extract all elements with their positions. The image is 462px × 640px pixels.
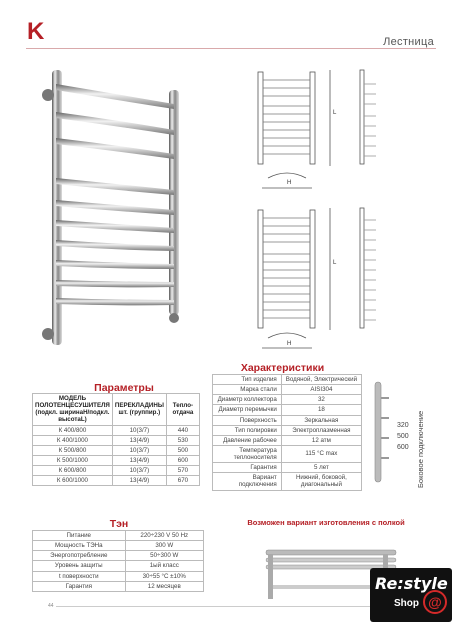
spec-row-cell: Электроплазменная	[281, 425, 361, 435]
spec-row-cell: Зеркальная	[281, 415, 361, 425]
params-row-cell: К 600/800	[33, 466, 113, 476]
params-row-cell: К 500/800	[33, 445, 113, 455]
params-row-cell: К 400/800	[33, 425, 113, 435]
spec-row-cell: Поверхность	[213, 415, 282, 425]
spec-row-cell: 18	[281, 405, 361, 415]
spec-row-cell: 12 атм	[281, 435, 361, 445]
params-row-cell: 500	[166, 445, 199, 455]
side-dims	[397, 420, 409, 453]
spec-row	[213, 425, 362, 435]
dimension-h-top: H	[287, 180, 292, 186]
params-header-model: МОДЕЛЬ ПОЛОТЕНЦЕСУШИТЕЛЯ (подкл. ширинаН/подкл. высотаL)	[33, 394, 113, 426]
params-row-cell: 570	[166, 466, 199, 476]
params-header-heat: Тепло-отдача	[166, 394, 199, 426]
side-dim-2: 500	[397, 433, 409, 440]
header-divider	[26, 48, 436, 49]
ten-row-cell: Энергопотребление	[33, 551, 126, 561]
spec-row	[213, 375, 362, 385]
specs-title: Характеристики	[240, 362, 325, 374]
dimension-l-bottom: L	[333, 260, 337, 266]
params-row-cell: К 500/1000	[33, 455, 113, 465]
params-row	[33, 435, 200, 445]
ten-row	[33, 581, 204, 591]
ten-row-cell: 50÷300 W	[125, 551, 203, 561]
spec-row-cell: Тип полировки	[213, 425, 282, 435]
ten-row-cell: Мощность ТЭНа	[33, 541, 126, 551]
ten-row	[33, 541, 204, 551]
specs-table	[212, 374, 362, 491]
params-row-cell: 670	[166, 476, 199, 486]
ten-row	[33, 571, 204, 581]
dimension-l-top: L	[333, 110, 337, 116]
params-row-cell: 10(3/7)	[112, 425, 166, 435]
params-row-cell: К 600/1000	[33, 476, 113, 486]
brand-logo	[370, 568, 452, 622]
ten-row-cell: 300 W	[125, 541, 203, 551]
params-row-cell: 13(4/9)	[112, 435, 166, 445]
spec-row	[213, 473, 362, 490]
side-dim-3: 600	[397, 444, 409, 451]
ten-title: Тэн	[109, 518, 129, 530]
footer-divider	[56, 606, 376, 607]
spec-row	[213, 445, 362, 462]
params-table	[32, 393, 200, 486]
spec-row	[213, 385, 362, 395]
params-row	[33, 425, 200, 435]
ten-table	[32, 530, 204, 592]
params-row	[33, 466, 200, 476]
spec-row-cell: Нижний, боковой, диагональный	[281, 473, 361, 490]
ten-row	[33, 531, 204, 541]
spec-row-cell: Давление рабочее	[213, 435, 282, 445]
logo-sub-text: Shop	[394, 598, 419, 609]
side-connection-drawing	[372, 378, 390, 488]
spec-row-cell: Марка стали	[213, 385, 282, 395]
params-row-cell: 600	[166, 455, 199, 465]
spec-row-cell: Вариант подключения	[213, 473, 282, 490]
spec-row	[213, 415, 362, 425]
spec-row-cell: 115 °C max	[281, 445, 361, 462]
params-row-cell: 13(4/9)	[112, 455, 166, 465]
variant-title: Возможен вариант изготовления с полкой	[247, 518, 405, 527]
spec-row	[213, 405, 362, 415]
spec-row-cell: Гарантия	[213, 463, 282, 473]
spec-row-cell: Диаметр перемычки	[213, 405, 282, 415]
ten-row	[33, 551, 204, 561]
page-number: 44	[48, 603, 54, 609]
params-row-cell: 10(3/7)	[112, 466, 166, 476]
params-row	[33, 476, 200, 486]
params-row-cell: 10(3/7)	[112, 445, 166, 455]
params-header-bars: ПЕРЕКЛАДИНЫ шт. (группир.)	[112, 394, 166, 426]
spec-row-cell: 5 лет	[281, 463, 361, 473]
spec-row-cell: AISI304	[281, 385, 361, 395]
ten-row-cell: Уровень защиты	[33, 561, 126, 571]
spec-row-cell: Тип изделия	[213, 375, 282, 385]
ten-row-cell: t поверхности	[33, 571, 126, 581]
catalog-letter: K	[27, 18, 45, 45]
logo-at-icon: @	[423, 590, 447, 614]
side-connection-label: Боковое подключение	[416, 410, 425, 488]
params-row	[33, 455, 200, 465]
ten-row-cell: 1ый класс	[125, 561, 203, 571]
ten-row-cell: 30÷55 °C ±10%	[125, 571, 203, 581]
technical-drawing	[240, 60, 440, 355]
dimension-h-bottom: H	[287, 341, 292, 347]
spec-row-cell: Диаметр коллектора	[213, 395, 282, 405]
params-row-cell: К 400/1000	[33, 435, 113, 445]
spec-row-cell: Водяной, Электрический	[281, 375, 361, 385]
ten-row-cell: Питание	[33, 531, 126, 541]
params-row-cell: 440	[166, 425, 199, 435]
product-photo	[34, 60, 204, 360]
params-row-cell: 13(4/9)	[112, 476, 166, 486]
params-row-cell: 530	[166, 435, 199, 445]
spec-row	[213, 435, 362, 445]
logo-main-text: Re:style	[375, 574, 448, 593]
ten-row-cell: Гарантия	[33, 581, 126, 591]
params-title: Параметры	[94, 382, 154, 394]
ten-row-cell: 12 месяцев	[125, 581, 203, 591]
category-title: Лестница	[383, 36, 434, 48]
ten-row-cell: 220÷230 V 50 Hz	[125, 531, 203, 541]
ten-row	[33, 561, 204, 571]
params-row	[33, 445, 200, 455]
spec-row-cell: Температура теплоносителя	[213, 445, 282, 462]
spec-row	[213, 395, 362, 405]
side-dim-1: 320	[397, 422, 409, 429]
spec-row-cell: 32	[281, 395, 361, 405]
spec-row	[213, 463, 362, 473]
